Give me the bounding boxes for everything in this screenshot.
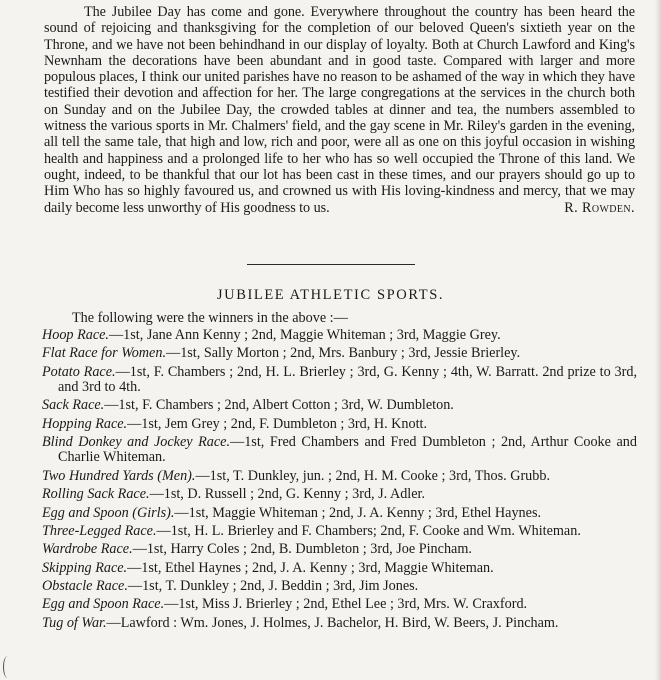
- event-name: Rolling Sack Race.: [42, 486, 150, 503]
- event-name: Egg and Spoon (Girls).: [42, 504, 175, 521]
- event-name: Hopping Race.: [42, 415, 128, 432]
- results-list: [42, 328, 637, 634]
- event-name: Potato Race.: [42, 363, 116, 380]
- event-winners: —1st, Miss J. Brierley ; 2nd, Ethel Lee ; 3rd, Mrs. W. Craxford.: [164, 596, 528, 613]
- letter-paragraph: [44, 4, 635, 216]
- event-name: Three-Legged Race.: [42, 522, 157, 539]
- result-item: [42, 579, 637, 594]
- event-winners: —1st, Fred Chambers and Fred Dumbleton ; 2nd, Arthur Cooke and Charlie Whiteman.: [58, 434, 637, 466]
- event-name: Egg and Spoon Race.: [42, 596, 165, 613]
- event-name: Hoop Race.: [42, 327, 109, 343]
- event-winners: —1st, Jane Ann Kenny ; 2nd, Maggie Whiteman ; 3rd, Maggie Grey.: [108, 327, 501, 343]
- event-name: Skipping Race.: [42, 559, 128, 576]
- result-item: [42, 506, 637, 521]
- event-winners: —1st, H. L. Brierley and F. Chambers; 2nd, F. Cooke and Wm. Whiteman.: [156, 522, 581, 539]
- event-winners: —Lawford : Wm. Jones, J. Holmes, J. Bachelor, H. Bird, W. Beers, J. Pincham.: [106, 614, 559, 631]
- result-item: [42, 561, 637, 576]
- binding-shadow: [655, 0, 661, 680]
- result-item: [42, 365, 637, 395]
- result-item: [42, 524, 637, 539]
- event-winners: —1st, Maggie Whiteman ; 2nd, J. A. Kenny ; 3rd, Ethel Haynes.: [174, 504, 542, 521]
- result-item: [42, 328, 637, 343]
- page-edge-mark: [3, 656, 12, 678]
- result-item: [42, 469, 637, 484]
- event-name: Blind Donkey and Jockey Race.: [42, 434, 231, 451]
- result-item: [42, 346, 637, 361]
- letter-body: The Jubilee Day has come and gone. Everywhere throughout the country has been heard the sound of rejoicing and thanksgiving for the completion of our beloved Queen's sixtieth year on the Throne, and we have not been behindhand in our display of loyalty. Both at Church Lawford and King's Newnham the decorations have been abundant and in good taste. Compared with larger and more populous places, I think our united parishes have no reason to be ashamed of the way in which they have testified their devotion and affection for her. The large congregations at the services in the church both on Sunday and on the Jubilee Day, the crowded tables at dinner and tea, the numbers assembled to witness the various sports in Mr. Chalmers' field, and the gay scene in Mr. Riley's garden in the evening, all tell the same tale, that high and low, rich and poor, were all as one on this joyful occasion in wishing health and happiness and a prolonged life to her who has so well occupied the Throne of this land. We ought, indeed, to be thankful that our lot has been cast in these times, and our prayers should go up to Him Who has so highly favoured us, and crowned us with His loving-kindness and mercy, that we may daily become less unworthy of His goodness to us.: [44, 4, 635, 216]
- event-name: Tug of War.: [42, 614, 107, 631]
- result-item: [42, 487, 637, 502]
- event-winners: —1st, D. Russell ; 2nd, G. Kenny ; 3rd, J. Adler.: [149, 486, 426, 503]
- result-item: [42, 542, 637, 557]
- event-winners: —1st, Ethel Haynes ; 2nd, J. A. Kenny ; 3rd, Maggie Whiteman.: [127, 559, 494, 576]
- event-name: Flat Race for Women.: [42, 345, 166, 362]
- result-item: [42, 616, 637, 631]
- event-name: Two Hundred Yards (Men).: [42, 467, 196, 484]
- event-winners: —1st, F. Chambers ; 2nd, Albert Cotton ; 3rd, W. Dumbleton.: [104, 397, 454, 414]
- result-item: [42, 398, 637, 413]
- rector-letter: [44, 4, 635, 216]
- event-winners: —1st, Sally Morton ; 2nd, Mrs. Banbury ; 3rd, Jessie Brierley.: [166, 345, 521, 362]
- section-divider: [247, 264, 415, 265]
- event-name: Sack Race.: [42, 397, 105, 414]
- sports-heading: JUBILEE ATHLETIC SPORTS.: [216, 287, 445, 303]
- event-winners: —1st, Harry Coles ; 2nd, B. Dumbleton ; 3rd, Joe Pincham.: [132, 541, 472, 558]
- event-name: Obstacle Race.: [42, 578, 128, 595]
- event-winners: —1st, F. Chambers ; 2nd, H. L. Brierley ; 3rd, G. Kenny ; 4th, W. Barratt. 2nd prize to 3rd, and 3rd to 4th.: [58, 363, 637, 395]
- event-winners: —1st, Jem Grey ; 2nd, F. Dumbleton ; 3rd, H. Knott.: [127, 415, 428, 432]
- event-winners: —1st, T. Dunkley ; 2nd, J. Beddin ; 3rd, Jim Jones.: [127, 578, 419, 595]
- result-item: [42, 417, 637, 432]
- event-name: Wardrobe Race.: [42, 541, 133, 558]
- result-item: [42, 597, 637, 612]
- result-item: [42, 435, 637, 465]
- letter-signature: R. Rowden.: [564, 199, 635, 216]
- event-winners: —1st, T. Dunkley, jun. ; 2nd, H. M. Cooke ; 3rd, Thos. Grubb.: [195, 467, 550, 484]
- sports-intro: The following were the winners in the above :—: [72, 310, 348, 326]
